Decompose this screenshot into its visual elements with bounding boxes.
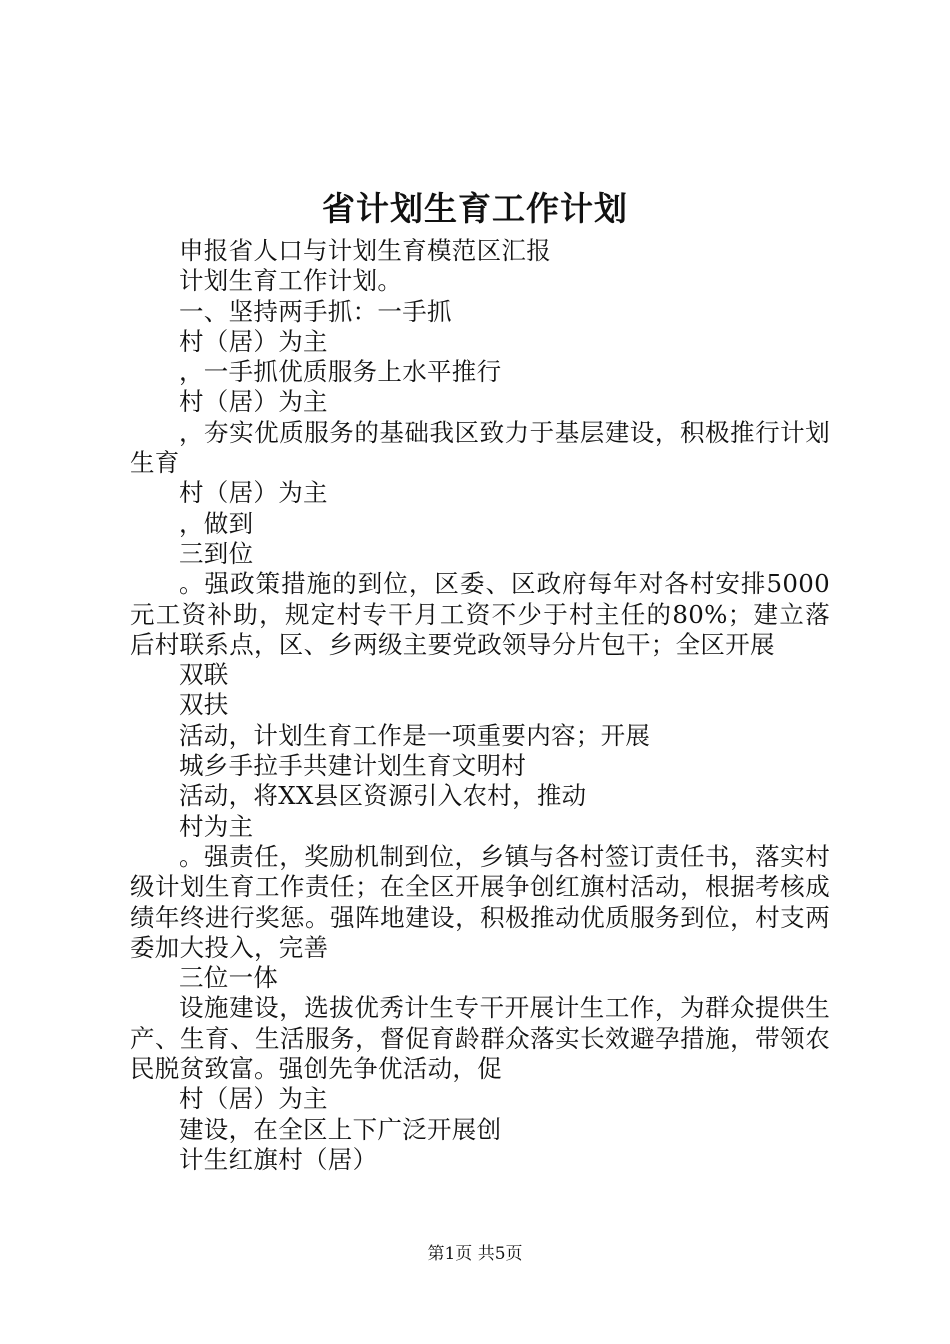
- paragraph: 建设，在全区上下广泛开展创: [179, 1114, 502, 1144]
- paragraph: 计生红旗村（居）: [179, 1144, 378, 1174]
- paragraph: 村（居）为主: [179, 1084, 328, 1114]
- paragraph: ，一手抓优质服务上水平推行: [179, 357, 502, 387]
- paragraph: 双联: [179, 660, 229, 690]
- paragraph: 三到位: [179, 538, 254, 568]
- paragraph: 。强责任，奖励机制到位，乡镇与各村签订责任书，落实村级计划生育工作责任；在全区开展争创红旗村活动，根据考核成绩年终进行奖惩。强阵地建设，积极推动优质服务到位，村支两委加大投入，完善: [130, 841, 830, 962]
- paragraph: 村（居）为主: [179, 478, 328, 508]
- paragraph: 计划生育工作计划。: [179, 266, 403, 296]
- paragraph: ，做到: [179, 508, 254, 538]
- paragraph: 申报省人口与计划生育模范区汇报: [179, 236, 551, 265]
- document-body: [130, 236, 830, 1175]
- paragraph: 村（居）为主: [179, 387, 328, 417]
- paragraph: 双扶: [179, 690, 229, 720]
- paragraph: 村为主: [179, 811, 254, 841]
- paragraph: 。强政策措施的到位，区委、区政府每年对各村安排5000元工资补助，规定村专干月工资不少于村主任的80%；建立落后村联系点，区、乡两级主要党政领导分片包干；全区开展: [130, 569, 830, 659]
- paragraph: 活动，将XX县区资源引入农村，推动: [179, 781, 587, 811]
- document-title: 省计划生育工作计划: [322, 189, 628, 228]
- paragraph: 三位一体: [179, 963, 279, 993]
- page-number-footer: 第1页 共5页: [427, 1244, 523, 1264]
- paragraph: 一、坚持两手抓：一手抓: [179, 296, 452, 326]
- paragraph: 城乡手拉手共建计划生育文明村: [179, 751, 527, 781]
- paragraph: ，夯实优质服务的基础我区致力于基层建设，积极推行计划生育: [130, 417, 830, 478]
- paragraph: 设施建设，选拔优秀计生专干开展计生工作，为群众提供生产、生育、生活服务，督促育龄群众落实长效避孕措施，带领农民脱贫致富。强创先争优活动，促: [130, 993, 830, 1084]
- paragraph: 活动，计划生育工作是一项重要内容；开展: [179, 720, 651, 750]
- paragraph: 村（居）为主: [179, 326, 328, 356]
